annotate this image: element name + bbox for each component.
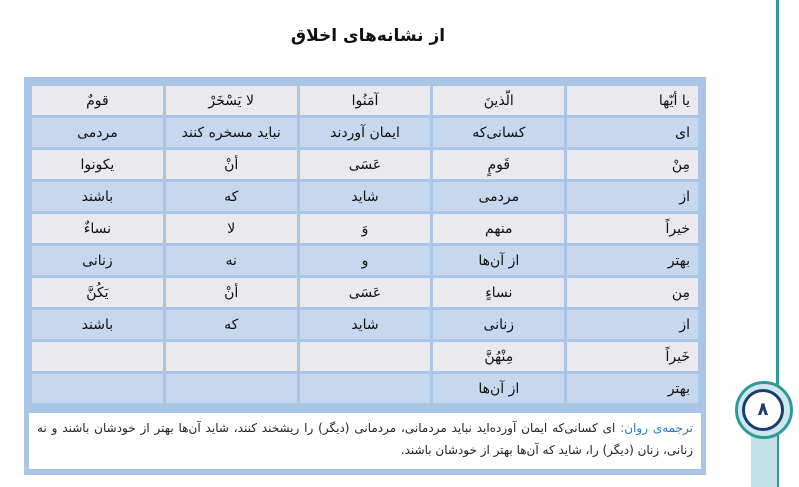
table-cell: أنْ: [166, 150, 297, 179]
table-cell: از: [567, 310, 698, 339]
table-row: [32, 86, 698, 115]
table-cell: قومٌ: [32, 86, 163, 115]
table-cell: نساءٍ: [433, 278, 564, 307]
table-cell: و: [300, 246, 431, 275]
table-cell: شاید: [300, 310, 431, 339]
vocabulary-frame: [24, 77, 706, 475]
translation-label: ترجمه‌ی روان:: [620, 421, 693, 435]
table-cell: قَومٍ: [433, 150, 564, 179]
table-cell: نساءٌ: [32, 214, 163, 243]
table-cell: مِنْ: [567, 150, 698, 179]
table-cell: يا أيّها: [567, 86, 698, 115]
table-cell: [32, 374, 163, 403]
table-cell: آمَنُوا: [300, 86, 431, 115]
table-cell: بهتر: [567, 374, 698, 403]
table-cell: يکونوا: [32, 150, 163, 179]
table-cell: لا: [166, 214, 297, 243]
table-cell: بهتر: [567, 246, 698, 275]
translation-text: ای کسانی‌که ایمان آورده‌اید نباید مردمانی، مردمانی (دیگر) را ریشخند کنند، شاید آن‌ها بهتر از خودشان باشند و نه زنانی، زنان (دیگر) را، شاید که آن‌ها بهتر از خودشان باشند.: [37, 421, 693, 457]
table-cell: وَ: [300, 214, 431, 243]
table-cell: خيراً: [567, 214, 698, 243]
table-cell: ایمان آوردند: [300, 118, 431, 147]
table-cell: [32, 342, 163, 371]
table-row: [32, 310, 698, 339]
table-cell: منهم: [433, 214, 564, 243]
table-body: [32, 86, 698, 403]
table-cell: [300, 342, 431, 371]
table-cell: نه: [166, 246, 297, 275]
table-cell: باشند: [32, 182, 163, 211]
table-cell: که: [166, 182, 297, 211]
page-title: از نشانه‌های اخلاق: [290, 26, 446, 46]
table-cell: لا يَسْخَرْ: [166, 86, 297, 115]
table-cell: خَيراً: [567, 342, 698, 371]
table-cell: زنانی: [433, 310, 564, 339]
table-cell: مِن: [567, 278, 698, 307]
table-cell: مردمی: [433, 182, 564, 211]
table-cell: مِنْهُنَّ: [433, 342, 564, 371]
table-cell: [300, 374, 431, 403]
table-row: [32, 374, 698, 403]
translation-box: [29, 413, 701, 469]
table-row: [32, 150, 698, 179]
table-row: [32, 118, 698, 147]
table-row: [32, 182, 698, 211]
table-cell: باشند: [32, 310, 163, 339]
table-cell: از: [567, 182, 698, 211]
table-cell: [166, 374, 297, 403]
table-row: [32, 246, 698, 275]
table-cell: از آن‌ها: [433, 374, 564, 403]
word-translation-table: [29, 83, 701, 406]
table-cell: نباید مسخره کنند: [166, 118, 297, 147]
table-cell: عَسَی: [300, 278, 431, 307]
table-cell: الّذينَ: [433, 86, 564, 115]
table-row: [32, 214, 698, 243]
table-cell: که: [166, 310, 297, 339]
table-cell: مردمی: [32, 118, 163, 147]
table-cell: از آن‌ها: [433, 246, 564, 275]
table-cell: [166, 342, 297, 371]
page-number: ۸: [742, 389, 784, 431]
table-cell: ای: [567, 118, 698, 147]
table-row: [32, 278, 698, 307]
table-cell: زنانی: [32, 246, 163, 275]
table-cell: کسانی‌که: [433, 118, 564, 147]
table-cell: يَكُنَّ: [32, 278, 163, 307]
table-cell: شاید: [300, 182, 431, 211]
table-cell: عَسَی: [300, 150, 431, 179]
table-cell: أنْ: [166, 278, 297, 307]
table-row: [32, 342, 698, 371]
